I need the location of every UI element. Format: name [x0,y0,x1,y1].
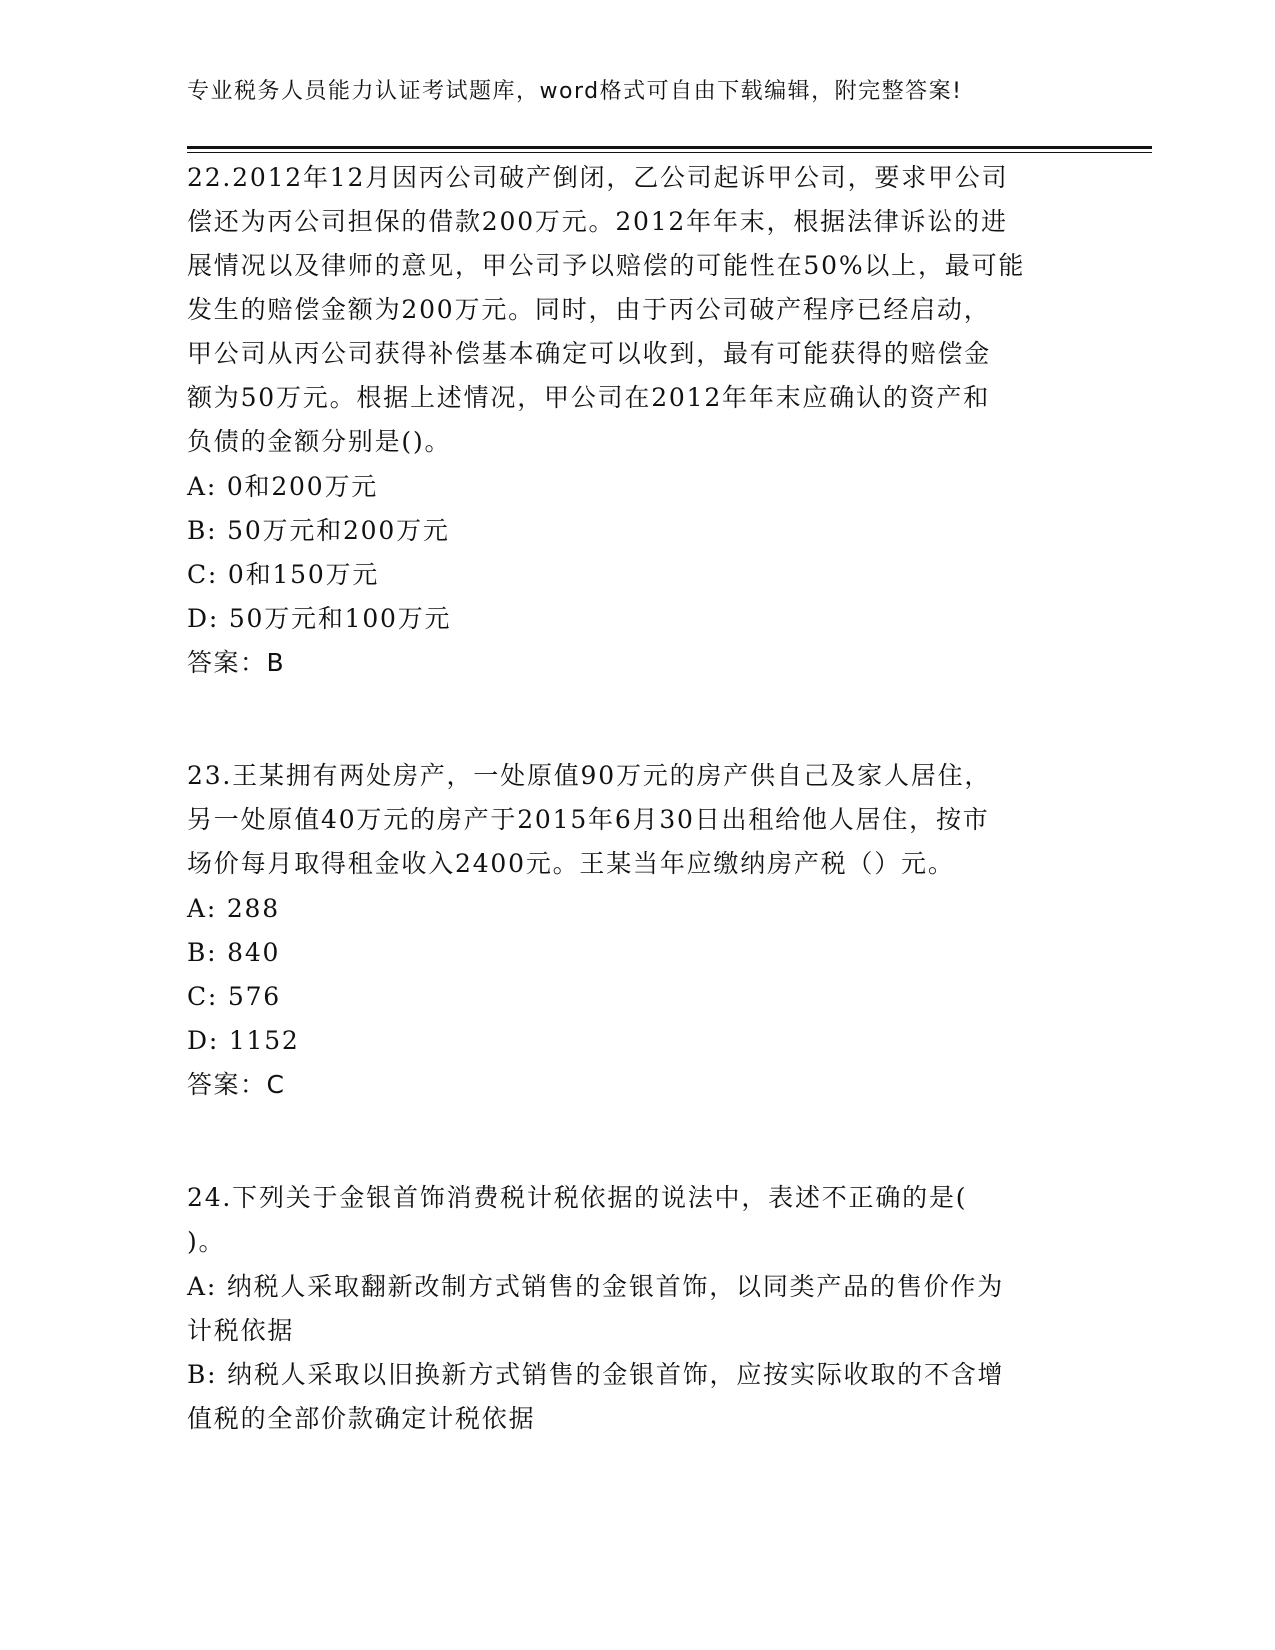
q24-option-b-line-2: 值税的全部价款确定计税依据 [187,1404,536,1433]
q23-option-b: B: 840 [187,938,281,967]
q24-option-a-line-1: A: 纳税人采取翻新改制方式销售的金银首饰，以同类产品的售价作为 [187,1272,1005,1301]
q22-stem-line-3: 展情况以及律师的意见，甲公司予以赔偿的可能性在50%以上，最可能 [187,251,1026,280]
q24-stem-line-2: )。 [187,1227,226,1256]
q24-option-a-line-2: 计税依据 [187,1316,295,1345]
page-header: 专业税务人员能力认证考试题库，word格式可自由下载编辑，附完整答案! [187,79,963,104]
q22-option-a: A: 0和200万元 [187,472,379,501]
q22-stem-line-7: 负债的金额分别是()。 [187,427,452,456]
q22-stem-line-4: 发生的赔偿金额为200万元。同时，由于丙公司破产程序已经启动， [187,295,991,324]
q23-option-d: D: 1152 [187,1026,300,1055]
header-divider-thin [187,152,1152,153]
header-divider-thick [187,146,1152,149]
q22-stem-line-6: 额为50万元。根据上述情况，甲公司在2012年年末应确认的资产和 [187,383,991,412]
q22-option-c: C: 0和150万元 [187,560,380,589]
q22-stem-line-5: 甲公司从丙公司获得补偿基本确定可以收到，最有可能获得的赔偿金 [187,339,992,368]
q22-option-d: D: 50万元和100万元 [187,604,452,633]
q23-stem-line-1: 23.王某拥有两处房产，一处原值90万元的房产供自己及家人居住， [187,761,992,790]
q24-option-b-line-1: B: 纳税人采取以旧换新方式销售的金银首饰，应按实际收取的不含增 [187,1360,1005,1389]
q22-stem-line-2: 偿还为丙公司担保的借款200万元。2012年年末，根据法律诉讼的进 [187,207,1008,236]
q22-stem-line-1: 22.2012年12月因丙公司破产倒闭，乙公司起诉甲公司，要求甲公司 [187,163,1009,192]
q22-answer: 答案：B [187,648,286,677]
q24-stem-line-1: 24.下列关于金银首饰消费税计税依据的说法中，表述不正确的是( [187,1183,968,1212]
q23-stem-line-3: 场价每月取得租金收入2400元。王某当年应缴纳房产税（）元。 [187,849,955,878]
q23-stem-line-2: 另一处原值40万元的房产于2015年6月30日出租给他人居住，按市 [187,805,990,834]
q23-option-c: C: 576 [187,982,282,1011]
q23-answer: 答案：C [187,1070,286,1099]
q22-option-b: B: 50万元和200万元 [187,516,450,545]
q23-option-a: A: 288 [187,894,280,923]
